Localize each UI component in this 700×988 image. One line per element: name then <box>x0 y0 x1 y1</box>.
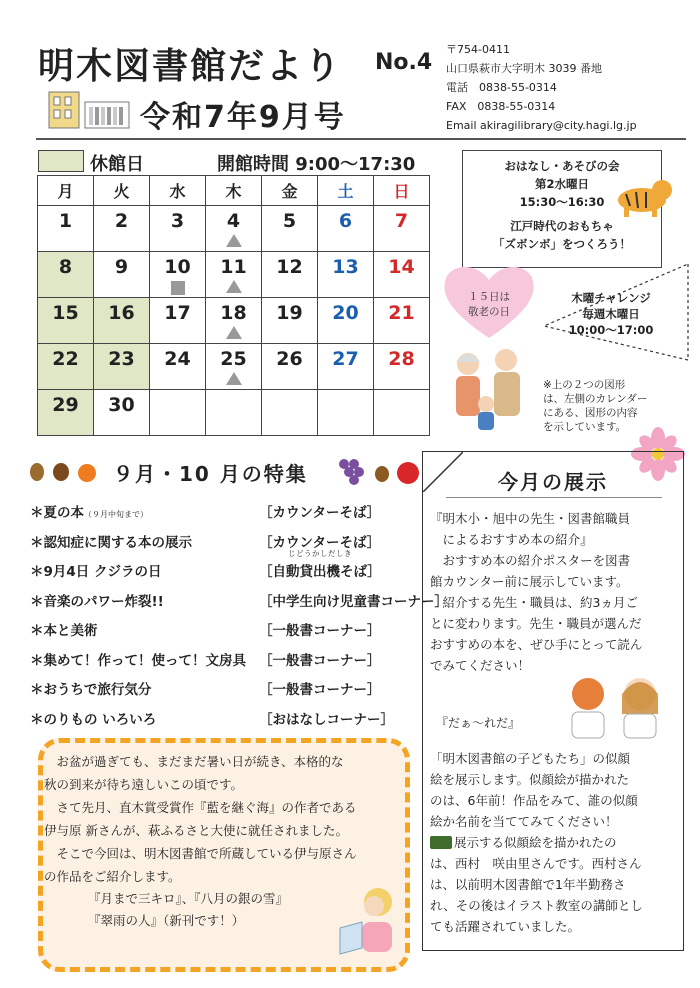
calendar-day <box>206 252 262 298</box>
exhibit-line: によるおすすめ本の紹介』 <box>430 532 593 547</box>
exhibit-line: 館カウンター前に展示しています。 <box>430 574 629 589</box>
calendar <box>37 175 430 436</box>
feature-item <box>30 674 410 704</box>
feature-topic-text: ＊のりもの いろいろ <box>30 711 157 728</box>
thursday-day: 毎週木曜日 <box>582 307 640 321</box>
feature-topic <box>30 590 164 610</box>
book-titles <box>88 888 288 932</box>
acorn-icon <box>30 463 44 481</box>
calendar-day <box>38 252 94 298</box>
exhibit-line: とに変わります。先生・職員が選んだ <box>430 616 642 631</box>
feature-item <box>30 704 410 734</box>
calendar-day <box>150 252 206 298</box>
feature-topic <box>30 531 192 551</box>
calendar-day <box>318 298 374 344</box>
tiger-icon <box>612 170 674 220</box>
exhibit-line: 絵か名前を当ててみてください！ <box>430 814 618 829</box>
day-number: 7 <box>394 210 409 232</box>
issue-number: No.4 <box>375 50 433 75</box>
event-day: 第2水曜日 <box>534 177 589 191</box>
calendar-day <box>206 344 262 390</box>
calendar-day <box>38 206 94 252</box>
calendar-day <box>94 344 150 390</box>
calendar-day <box>318 390 374 436</box>
calendar-day <box>262 344 318 390</box>
calendar-day <box>262 390 318 436</box>
day-number: 19 <box>276 302 303 324</box>
thursday-time: 10:00～17:00 <box>568 323 654 337</box>
calendar-day <box>206 390 262 436</box>
feature-item <box>30 615 410 645</box>
day-number: 4 <box>226 210 241 232</box>
day-number: 15 <box>52 302 79 324</box>
day-number: 16 <box>108 302 135 324</box>
book-title-line: 『翠雨の人』（新刊です！） <box>88 913 245 928</box>
day-number: 3 <box>170 210 185 232</box>
day-number: 14 <box>388 256 415 278</box>
feature-topic-text: ＊おうちで旅行気分 <box>30 682 152 698</box>
contact-info <box>446 40 637 135</box>
fax: FAX 0838-55-0314 <box>446 100 556 113</box>
day-number: 17 <box>164 302 191 324</box>
exhibit-line: 紹介する先生・職員は、約3ヵ月ご <box>430 595 638 610</box>
grapes-icon <box>339 459 364 485</box>
exhibition-divider <box>446 497 662 498</box>
calendar-day <box>374 298 430 344</box>
newsletter-title: 明木図書館だより <box>38 46 343 87</box>
book-icon <box>430 836 452 849</box>
calendar-day <box>262 298 318 344</box>
event-time: 15:30～16:30 <box>519 195 605 209</box>
exhibit-line: は、西村 咲由里さんです。西村さん <box>430 856 642 871</box>
feature-topic-text: ＊集めて！作って！使って！文房具 <box>30 652 246 669</box>
exhibit-line: は、以前明木図書館で1年半勤務さ <box>430 877 626 892</box>
day-number: 27 <box>332 348 359 370</box>
day-number: 23 <box>108 348 135 370</box>
calendar-day <box>94 390 150 436</box>
square-mark-icon <box>171 281 185 295</box>
exhibition-title: 今月の展示 <box>498 470 608 494</box>
fruit-icons-right <box>334 454 424 492</box>
calendar-day <box>206 206 262 252</box>
day-number: 5 <box>282 210 297 232</box>
weekday-thu: 木 <box>206 176 262 206</box>
event-theme: 江戸時代のおもちゃ <box>510 219 614 233</box>
thursday-title: 木曜チャレンジ <box>571 291 651 305</box>
exhibit-quote: 『だぁ～れだ』 <box>436 716 521 730</box>
header-divider <box>36 138 686 140</box>
triangle-mark-icon <box>226 234 242 247</box>
calendar-day <box>150 344 206 390</box>
feature-topic <box>30 708 156 728</box>
calendar-day <box>262 252 318 298</box>
reading-girl-illustration <box>336 882 406 962</box>
calendar-day <box>374 252 430 298</box>
calendar-day <box>374 390 430 436</box>
calendar-week <box>38 298 430 344</box>
calendar-day <box>206 298 262 344</box>
notice-line: 秋の到来が待ち遠しいこの頃です。 <box>44 777 244 792</box>
day-number: 12 <box>276 256 303 278</box>
feature-location: ［カウンターそば］ <box>259 534 381 551</box>
exhibit-line: 『明木小・旭中の先生・図書館職員 <box>430 511 631 526</box>
calendar-week <box>38 252 430 298</box>
day-number: 20 <box>332 302 359 324</box>
feature-location: ［中学生向け児童書コーナー］ <box>259 593 448 610</box>
grandparents-illustration <box>440 342 540 442</box>
feature-topic-text: ＊本と美術 <box>30 623 98 639</box>
respect-aged-day-note <box>452 290 526 320</box>
day-number: 18 <box>220 302 247 324</box>
persimmon-icon <box>78 464 96 482</box>
weekday-wed: 水 <box>150 176 206 206</box>
calendar-week <box>38 206 430 252</box>
email: Email akiragilibrary@city.hagi.lg.jp <box>446 119 637 132</box>
day-number: 24 <box>164 348 191 370</box>
day-number: 10 <box>164 256 191 278</box>
exhibit-line: おすすめの本を、ぜひ手にとって読ん <box>430 637 643 652</box>
weekday-sun: 日 <box>374 176 430 206</box>
feature-location: ［自動貸出機そば］ <box>259 564 381 580</box>
chestnut-icon <box>53 463 69 481</box>
autumn-fruit-icons <box>27 458 107 488</box>
feature-item <box>30 497 410 527</box>
calendar-week <box>38 344 430 390</box>
day-number: 8 <box>58 256 73 278</box>
calendar-day <box>94 252 150 298</box>
exhibit-line: でみてください！ <box>430 658 531 673</box>
calendar-day <box>150 206 206 252</box>
opening-hours: 開館時間 9:00～17:30 <box>217 154 416 175</box>
weekday-tue: 火 <box>94 176 150 206</box>
thursday-challenge <box>548 290 674 338</box>
feature-location: ［おはなしコーナー］ <box>259 711 394 728</box>
library-building-icon <box>45 88 133 130</box>
triangle-mark-icon <box>226 326 242 339</box>
calendar-day <box>318 252 374 298</box>
feature-topic-text: ＊認知症に関する本の展示 <box>30 534 192 551</box>
feature-topic-text: ＊夏の本 <box>30 505 84 521</box>
weekday-sat: 土 <box>318 176 374 206</box>
notice-line: そこで今回は、明木図書館で所蔵している伊与原さん <box>44 846 357 861</box>
feature-item <box>30 586 448 616</box>
notice-line: さて先月、直木賞受賞作『藍を継ぐ海』の作者である <box>44 800 357 815</box>
exhibition-text-1 <box>430 508 678 676</box>
feature-topic <box>30 678 151 698</box>
day-number: 9 <box>114 256 129 278</box>
exhibit-line: 絵を展示します。似顔絵が描かれた <box>430 772 630 787</box>
exhibit-line: 「明木図書館の子どもたち」の似顔 <box>430 751 631 766</box>
day-number: 26 <box>276 348 303 370</box>
feature-note: （９月中旬まで） <box>84 510 148 519</box>
exhibit-line <box>430 832 678 853</box>
apple-icon <box>397 462 419 484</box>
day-number: 29 <box>52 394 79 416</box>
feature-topic <box>30 560 162 580</box>
exhibition-text-2 <box>430 748 678 937</box>
feature-topic <box>30 501 148 521</box>
day-number: 11 <box>220 256 247 278</box>
feature-item <box>30 549 410 586</box>
closed-day-label: 休館日 <box>90 154 144 175</box>
address: 山口県萩市大字明木 3039 番地 <box>446 62 602 75</box>
note-line-1: ※上の２つの図形 <box>543 379 626 391</box>
feature-topic <box>30 619 98 639</box>
day-number: 28 <box>388 348 415 370</box>
calendar-day <box>38 298 94 344</box>
features-list <box>30 497 448 733</box>
feature-item <box>30 645 410 675</box>
heart-line-2: 敬老の日 <box>468 306 510 318</box>
calendar-day <box>262 206 318 252</box>
day-number: 30 <box>108 394 135 416</box>
feature-ruby: じどうかしだしき <box>288 549 352 558</box>
author-notice-text <box>44 750 404 888</box>
weekday-header <box>38 176 430 206</box>
notice-line: 伊与原 新さんが、萩ふるさと大使に就任されました。 <box>44 823 348 838</box>
day-number: 13 <box>332 256 359 278</box>
calendar-day <box>374 206 430 252</box>
calendar-week <box>38 390 430 436</box>
notice-line: の作品をご紹介します。 <box>44 869 181 884</box>
note-line-3: にある、図形の内容 <box>543 407 638 419</box>
day-number: 6 <box>338 210 353 232</box>
calendar-day <box>150 298 206 344</box>
calendar-day <box>94 298 150 344</box>
calendar-day <box>150 390 206 436</box>
note-line-4: を示しています。 <box>543 421 627 433</box>
issue-date: 令和7年9月号 <box>140 100 346 135</box>
feature-topic-text: ＊音楽のパワー炸裂!! <box>30 593 164 610</box>
day-number: 25 <box>220 348 247 370</box>
feature-location: ［一般書コーナー］ <box>259 623 381 639</box>
closed-day-swatch <box>38 150 84 172</box>
feature-topic <box>30 649 246 669</box>
feature-item <box>30 527 410 557</box>
feature-topic-text: ＊9月4日 クジラの日 <box>30 564 162 580</box>
triangle-mark-icon <box>226 280 242 293</box>
heart-line-1: １５日は <box>468 291 510 303</box>
note-line-2: は、左側のカレンダー <box>543 393 648 405</box>
day-number: 1 <box>58 210 73 232</box>
postal-code: 〒754-0411 <box>446 43 510 56</box>
calendar-day <box>94 206 150 252</box>
exhibit-line: れ、その後はイラスト教室の講師とし <box>430 898 643 913</box>
day-number: 2 <box>114 210 129 232</box>
feature-location: ［一般書コーナー］ <box>259 682 381 698</box>
exhibit-line: のは、6年前！作品をみて、誰の似顔 <box>430 793 638 808</box>
notice-line: お盆が過ぎても、まだまだ暑い日が続き、本格的な <box>44 754 344 769</box>
exhibit-line: ても活躍されていました。 <box>430 919 581 934</box>
event-activity: 「ズボンボ」をつくろう！ <box>493 237 631 251</box>
phone: 電話 0838-55-0314 <box>446 81 557 94</box>
weekday-mon: 月 <box>38 176 94 206</box>
chestnut-icon <box>375 466 389 482</box>
exhibit-line-text: 展示する似顔絵を描かれたの <box>454 835 617 850</box>
calendar-day <box>38 344 94 390</box>
exhibit-line: おすすめ本の紹介ポスターを図書 <box>430 553 631 568</box>
calendar-day <box>318 344 374 390</box>
event-name: おはなし・あそびの会 <box>504 159 620 173</box>
book-title-line: 『月まで三キロ』、『八月の銀の雪』 <box>88 891 289 906</box>
day-number: 21 <box>388 302 415 324</box>
features-title: ９月・10 月の特集 <box>113 462 308 486</box>
day-number: 22 <box>52 348 79 370</box>
triangle-mark-icon <box>226 372 242 385</box>
portrait-illustration <box>560 670 670 740</box>
feature-location: ［一般書コーナー］ <box>259 652 381 669</box>
calendar-day <box>374 344 430 390</box>
calendar-day <box>38 390 94 436</box>
weekday-fri: 金 <box>262 176 318 206</box>
feature-location: ［カウンターそば］ <box>259 505 381 521</box>
calendar-day <box>318 206 374 252</box>
